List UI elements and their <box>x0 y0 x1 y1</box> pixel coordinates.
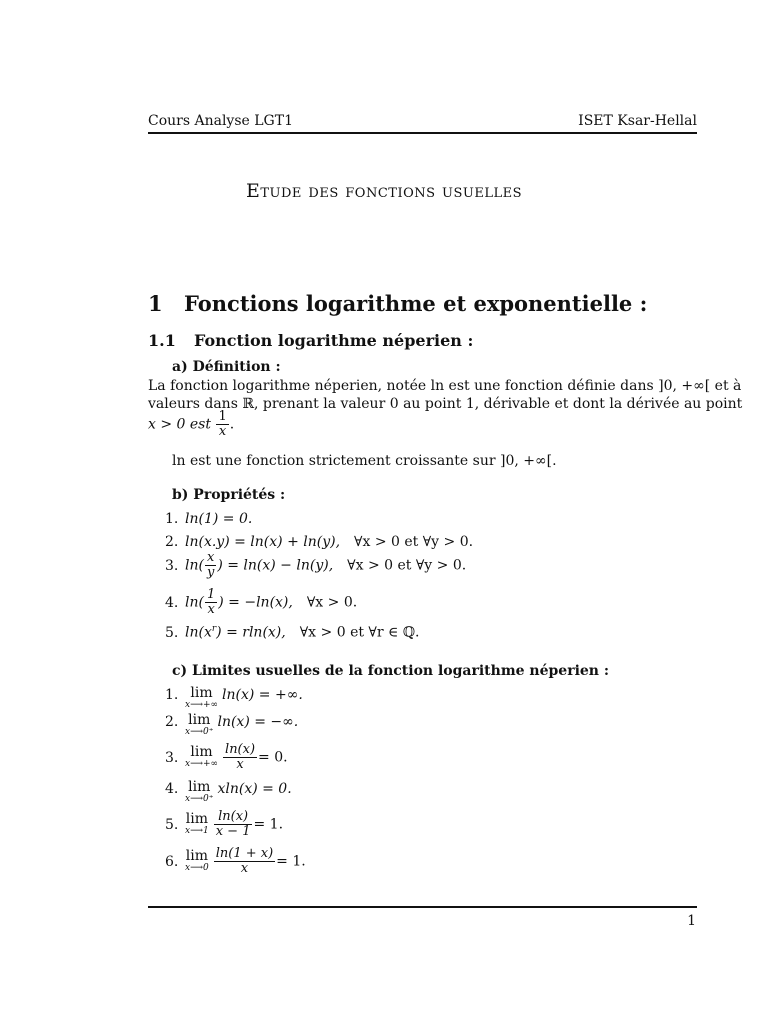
item-number: 1. <box>165 687 179 703</box>
fraction-denominator: x <box>218 424 227 439</box>
property-item <box>165 624 419 641</box>
item-number: 1. <box>165 511 179 527</box>
definition-line-2: valeurs dans ℝ, prenant la valeur 0 au point 1, dérivable et dont la dérivée au point <box>148 396 743 412</box>
limit-item <box>165 847 306 876</box>
limit-expression: ln(x) = +∞. <box>222 687 303 703</box>
limit-result: = 1. <box>253 816 284 833</box>
definition-period: . <box>229 416 235 433</box>
definition-condition: x > 0 est <box>148 416 211 433</box>
limit-fraction <box>214 810 253 839</box>
limit-item <box>165 781 292 805</box>
derivative-fraction <box>216 410 228 439</box>
limit-fraction <box>214 847 275 876</box>
lim-subscript: x⟶0⁺ <box>185 794 214 804</box>
limit-operator <box>185 781 213 805</box>
fraction-denominator: y <box>206 565 215 580</box>
limit-fraction <box>223 743 257 772</box>
item-number: 4. <box>165 594 179 611</box>
lim-subscript: x⟶0 <box>185 862 209 873</box>
fraction-denominator: x − 1 <box>215 824 251 839</box>
limit-result: = 0. <box>258 749 288 766</box>
lim-word: lim <box>188 712 211 728</box>
lim-word: lim <box>188 779 211 795</box>
property-formula-pre: ln( <box>185 594 204 611</box>
footer-rule <box>148 906 697 908</box>
fraction-denominator: x <box>236 757 244 772</box>
property-formula-post: ) = ln(x) − ln(y), <box>217 557 334 574</box>
limit-expression: xln(x) = 0. <box>217 781 292 797</box>
item-number: 4. <box>165 781 179 797</box>
subsection-heading <box>148 331 473 350</box>
property-item <box>165 551 466 580</box>
header-rule <box>148 132 697 134</box>
definition-remark: ln est une fonction strictement croissante sur ]0, +∞[. <box>172 453 557 469</box>
property-formula-pre: ln( <box>185 557 204 574</box>
item-number: 5. <box>165 624 179 641</box>
limit-operator <box>185 810 209 837</box>
property-condition: ∀x > 0 et ∀y > 0. <box>354 534 474 550</box>
header-course: Cours Analyse LGT1 <box>148 113 293 129</box>
property-formula-pre: ln(x <box>185 624 212 641</box>
document-title: Etude des fonctions usuelles <box>245 180 523 202</box>
item-number: 5. <box>165 816 179 833</box>
lim-word: lim <box>185 810 208 827</box>
limit-expression: ln(x) = −∞. <box>217 714 299 730</box>
property-condition: ∀x > 0. <box>306 594 358 611</box>
item-number: 3. <box>165 749 179 766</box>
property-item <box>165 588 357 617</box>
lim-word: lim <box>190 685 213 701</box>
lim-word: lim <box>190 743 213 760</box>
definition-heading: a) Définition : <box>172 359 281 375</box>
section-title: Fonctions logarithme et exponentielle : <box>184 291 648 316</box>
lim-subscript: x⟶+∞ <box>185 700 219 710</box>
limits-heading: c) Limites usuelles de la fonction logarithme néperien : <box>172 663 610 679</box>
fraction-denominator: x <box>207 602 215 617</box>
property-formula-post: ) = −ln(x), <box>218 594 293 611</box>
limit-operator <box>185 714 213 738</box>
property-fraction <box>205 551 216 580</box>
item-number: 2. <box>165 714 179 730</box>
fraction-numerator: x <box>205 551 216 566</box>
limit-operator <box>185 687 218 711</box>
property-item <box>165 534 473 550</box>
fraction-numerator: ln(1 + x) <box>215 846 274 861</box>
limit-operator <box>185 743 219 770</box>
fraction-numerator: ln(x) <box>225 742 256 757</box>
lim-word: lim <box>185 847 208 864</box>
property-fraction <box>205 588 217 617</box>
properties-heading: b) Propriétés : <box>172 487 286 503</box>
definition-line-1: La fonction logarithme néperien, notée ln est une fonction définie dans ]0, +∞[ et à <box>148 378 742 394</box>
property-formula: ln(x.y) = ln(x) + ln(y), <box>185 534 341 550</box>
item-number: 2. <box>165 534 179 550</box>
limit-result: = 1. <box>276 853 306 870</box>
limit-operator <box>185 847 209 874</box>
fraction-denominator: x <box>240 861 249 876</box>
property-condition: ∀x > 0 et ∀y > 0. <box>347 557 467 574</box>
lim-subscript: x⟶1 <box>185 825 209 836</box>
lim-subscript: x⟶0⁺ <box>185 727 214 737</box>
limit-item <box>165 743 288 772</box>
fraction-numerator: 1 <box>206 587 216 602</box>
section-number: 1 <box>148 291 163 316</box>
header-institution: ISET Ksar-Hellal <box>578 113 697 129</box>
fraction-numerator: ln(x) <box>214 810 253 825</box>
property-formula: ln(1) = 0. <box>185 511 253 527</box>
property-condition: ∀x > 0 et ∀r ∈ ℚ. <box>299 624 420 641</box>
property-formula-post: ) = rln(x), <box>216 624 286 641</box>
exponent: r <box>211 624 217 634</box>
subsection-number: 1.1 <box>148 331 176 350</box>
item-number: 3. <box>165 557 179 574</box>
subsection-title: Fonction logarithme néperien : <box>194 331 474 350</box>
limit-item <box>165 714 298 738</box>
limit-item <box>165 810 283 839</box>
property-item <box>165 511 252 527</box>
fraction-numerator: 1 <box>218 409 227 424</box>
limit-item <box>165 687 303 711</box>
item-number: 6. <box>165 853 179 870</box>
lim-subscript: x⟶+∞ <box>185 758 219 769</box>
page-number: 1 <box>687 913 696 929</box>
section-heading <box>148 291 647 316</box>
definition-line-3 <box>148 410 234 439</box>
